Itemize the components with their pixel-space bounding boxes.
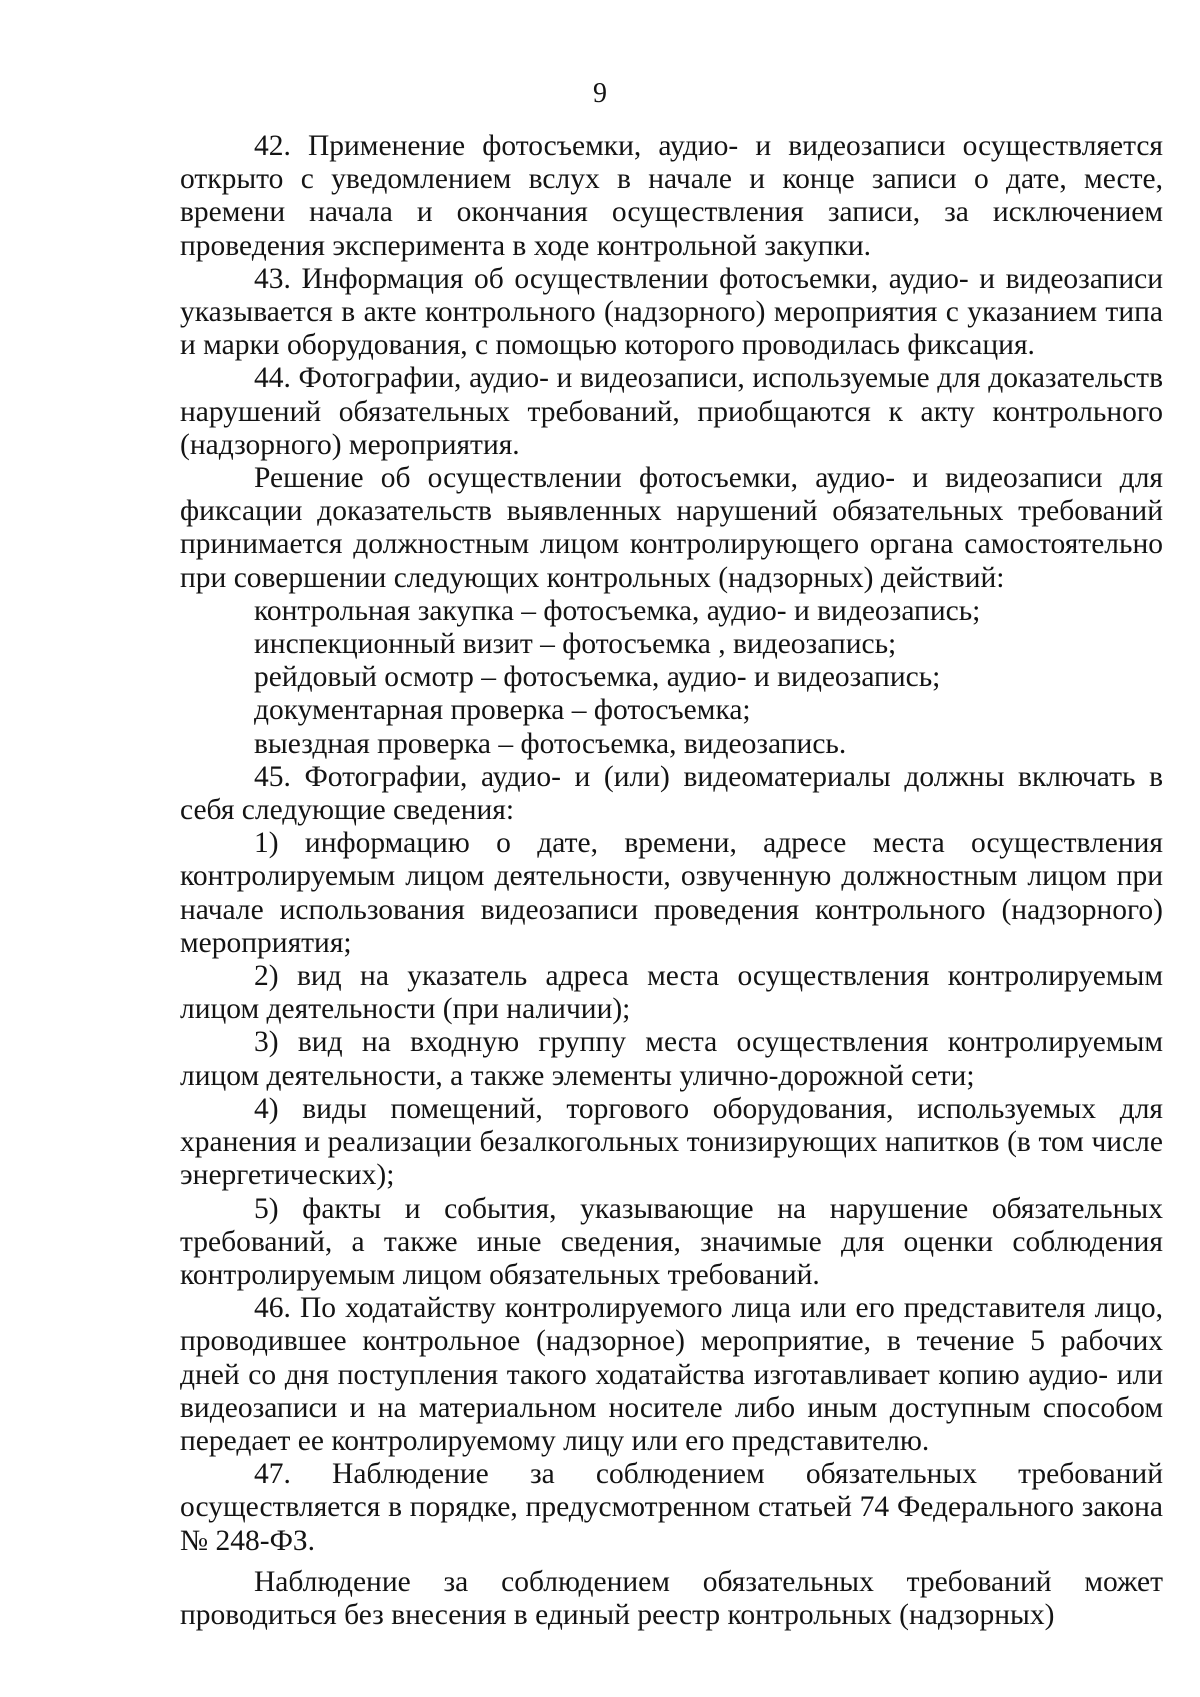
list-item-inspection-visit: инспекционный визит – фотосъемка , видеозапись; xyxy=(254,628,897,661)
paragraph-46: 46. По ходатайству контролируемого лица или его представителя лицо, проводившее контрольное (надзорное) мероприятие, в течение 5 рабочих дней со дня поступления такого ходатайства изготавливает копию аудио- или видеозаписи и на материальном носителе либо иным доступным способом передает ее контролируемому лицу или его представителю. xyxy=(180,1292,1163,1457)
paragraph-44: 44. Фотографии, аудио- и видеозаписи, используемые для доказательств нарушений обязательных требований, приобщаются к акту контрольного (надзорного) мероприятия. xyxy=(180,362,1163,461)
paragraph-45-item-2: 2) вид на указатель адреса места осуществления контролируемым лицом деятельности (при наличии); xyxy=(180,960,1163,1026)
document-body xyxy=(180,130,1163,1632)
paragraph-45-item-4: 4) виды помещений, торгового оборудования, используемых для хранения и реализации безалкогольных тонизирующих напитков (в том числе энергетических); xyxy=(180,1092,1163,1192)
paragraph-45-item-1: 1) информацию о дате, времени, адресе места осуществления контролируемым лицом деятельности, озвученную должностным лицом при начале использования видеозаписи проведения контрольного (надзорного) мероприятия; xyxy=(180,827,1163,959)
page-number: 9 xyxy=(593,78,607,109)
list-item-documentary-check: документарная проверка – фотосъемка; xyxy=(254,694,751,727)
list-item-control-purchase: контрольная закупка – фотосъемка, аудио- и видеозапись; xyxy=(254,594,981,627)
paragraph-42: 42. Применение фотосъемки, аудио- и видеозаписи осуществляется открыто с уведомлением вслух в начале и конце записи о дате, месте, времени начала и окончания осуществления записи, за исключением проведения эксперимента в ходе контрольной закупки. xyxy=(180,130,1163,262)
paragraph-observation: Наблюдение за соблюдением обязательных требований может проводиться без внесения в единый реестр контрольных (надзорных) xyxy=(180,1565,1163,1631)
paragraph-45: 45. Фотографии, аудио- и (или) видеоматериалы должны включать в себя следующие сведения: xyxy=(180,760,1163,827)
paragraph-45-item-3: 3) вид на входную группу места осуществления контролируемым лицом деятельности, а также элементы улично-дорожной сети; xyxy=(180,1026,1163,1092)
paragraph-43: 43. Информация об осуществлении фотосъемки, аудио- и видеозаписи указывается в акте контрольного (надзорного) мероприятия с указанием типа и марки оборудования, с помощью которого проводилась фиксация. xyxy=(180,262,1163,362)
paragraph-recording-decision: Решение об осуществлении фотосъемки, аудио- и видеозаписи для фиксации доказательств выявленных нарушений обязательных требований принимается должностным лицом контролирующего органа самостоятельно при совершении следующих контрольных (надзорных) действий: xyxy=(180,462,1163,594)
list-item-raid-inspection: рейдовый осмотр – фотосъемка, аудио- и видеозапись; xyxy=(254,661,941,694)
list-item-onsite-check: выездная проверка – фотосъемка, видеозапись. xyxy=(254,727,847,760)
paragraph-47: 47. Наблюдение за соблюдением обязательных требований осуществляется в порядке, предусмотренном статьей 74 Федерального закона № 248-ФЗ. xyxy=(180,1458,1163,1557)
paragraph-45-item-5: 5) факты и события, указывающие на нарушение обязательных требований, а также иные сведения, значимые для оценки соблюдения контролируемым лицом обязательных требований. xyxy=(180,1192,1163,1291)
